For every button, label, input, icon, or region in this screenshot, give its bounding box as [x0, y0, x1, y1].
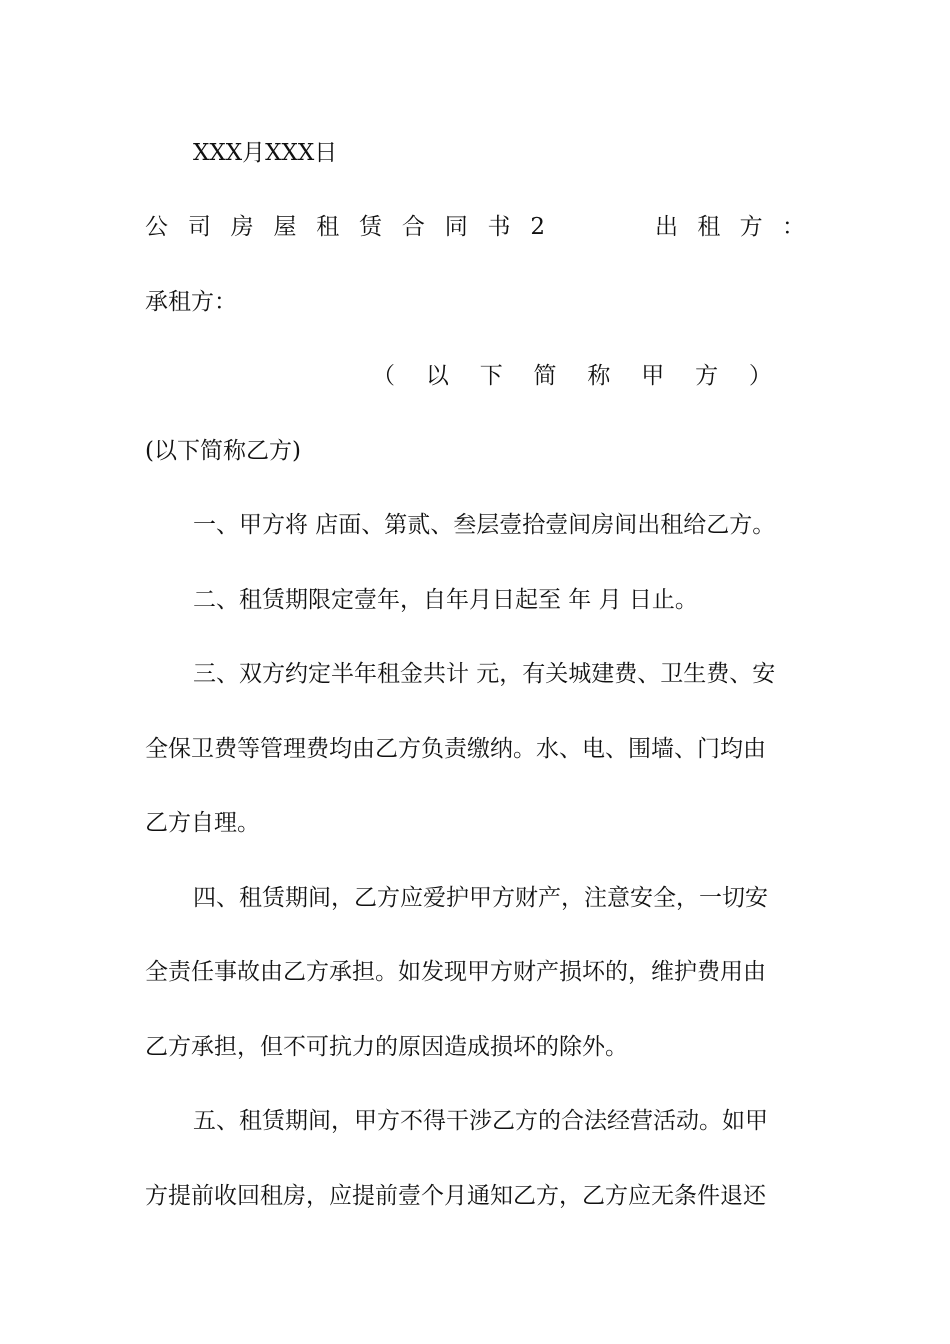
- clause-4-line-2: 全责任事故由乙方承担。如发现甲方财产损坏的，维护费用由: [145, 959, 766, 985]
- lessor-label: 出 租 方 ：: [655, 214, 805, 240]
- clause-1: 一、甲方将 店面、第贰、叁层壹拾壹间房间出租给乙方。: [193, 512, 776, 538]
- date-line: XXX月XXX日: [193, 140, 338, 166]
- party-b-note: (以下简称乙方): [145, 438, 301, 464]
- clause-5-line-2: 方提前收回租房，应提前壹个月通知乙方，乙方应无条件退还: [145, 1183, 766, 1209]
- clause-2: 二、租赁期限定壹年，自年月日起至 年 月 日止。: [193, 587, 698, 613]
- title-row: [145, 212, 805, 242]
- clause-4-line-3: 乙方承担，但不可抗力的原因造成损坏的除外。: [145, 1034, 628, 1060]
- contract-title: 公 司 房 屋 租 赁 合 同 书 2: [145, 214, 545, 240]
- clause-3-line-1: 三、双方约定半年租金共计 元，有关城建费、卫生费、安: [193, 661, 776, 687]
- lessee-label: 承租方：: [145, 289, 237, 315]
- clause-3-line-2: 全保卫费等管理费均由乙方负责缴纳。水、电、围墙、门均由: [145, 736, 766, 762]
- clause-5-line-1: 五、租赁期间，甲方不得干涉乙方的合法经营活动。如甲: [193, 1108, 768, 1134]
- clause-3-line-3: 乙方自理。: [145, 810, 260, 836]
- clause-4-line-1: 四、租赁期间，乙方应爱护甲方财产，注意安全，一切安: [193, 885, 768, 911]
- party-a-note: （ 以 下 简 称 甲 方 ）: [372, 363, 772, 389]
